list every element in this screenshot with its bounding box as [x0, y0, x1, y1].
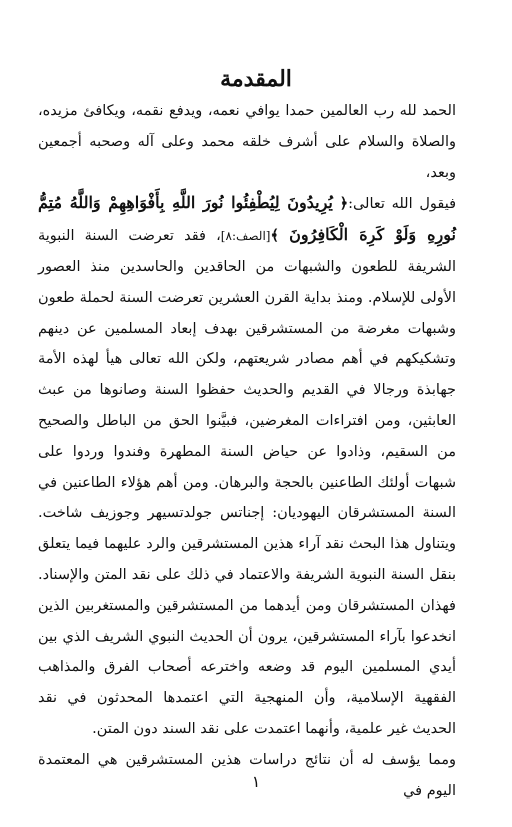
verse-close-bracket: ﴾ [270, 227, 279, 245]
verse-paragraph [38, 188, 482, 744]
verse-reference: [الصف:٨] [220, 229, 271, 244]
closing-text: ومما يؤسف له أن نتائج دراسات هذين المستشرقين هي المعتمدة اليوم في [38, 751, 456, 799]
document-body [38, 96, 482, 806]
verse-lead: فيقول الله تعالى: [348, 196, 457, 213]
verse-open-bracket: ﴿ [339, 195, 349, 213]
page-number: ١ [251, 772, 261, 791]
intro-text: الحمد لله رب العالمين حمدا يوافي نعمه، ويدفع نقمه، ويكافئ مزيده، والصلاة والسلام على أشرف خلقه محمد وعلى آله وصحبه أجمعين وبعد، [38, 103, 456, 181]
page-title: المقدمة [220, 66, 292, 92]
intro-paragraph [38, 96, 482, 188]
body-text: ، فقد تعرضت السنة النبوية الشريفة للطعون والشبهات من الحاقدين والحاسدين منذ العصور الأولى للإسلام. ومنذ بداية القرن العشرين تعرضت السنة لحملة طعون وشبهات مغرضة من المستشرقين بهدف إبعاد المسلمين عن دينهم وتشكيكهم في أهم مصادر شريعتهم، ولكن الله تعالى هيأ لهذه الأمة جهابذة ورجالا في القديم والحديث حفظوا السنة وصانوها من عبث العابثين، ومن افتراءات المغرضين، فبيَّنوا الحق من الباطل والصحيح من السقيم، وذادوا عن حياض السنة المطهرة وفندوا وردوا على شبهات أولئك الطاعنين بالحجة والبرهان. ومن أهم هؤلاء الطاعنين في السنة المستشرقان اليهوديان: إجناتس جولدتسيهر وجوزيف شاخت. ويتناول هذا البحث نقد آراء هذين المستشرقين والرد عليهما فيما يتعلق بنقل السنة النبوية الشريفة والاعتماد في ذلك على نقد المتن والإسناد. فهذان المستشرقان ومن أيدهما من المستشرقين والمستغربين الذين انخدعوا بآراء المستشرقين، يرون أن الحديث النبوي الشريف الذي بين أيدي المسلمين اليوم قد وضعه واخترعه أصحاب الفرق والمذاهب الفقهية الإسلامية، وأن المنهجية التي اعتمدها المحدثون في نقد الحديث غير علمية، وأنهما اعتمدت على نقد السند دون المتن. [38, 228, 456, 737]
quran-verse: يُرِيدُونَ لِيُطْفِئُوا نُورَ اللَّهِ بِأَفْوَاهِهِمْ وَاللَّهُ مُتِمُّ نُورِهِ وَلَوْ كَرِهَ الْكَافِرُونَ [38, 193, 456, 245]
